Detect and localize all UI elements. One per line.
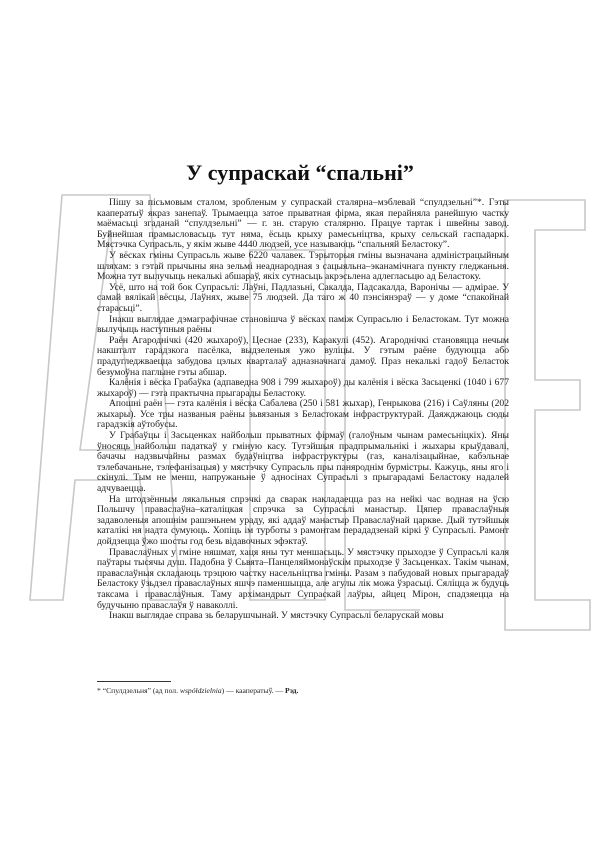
paragraph: Пішу за пісьмовым сталом, зробленым у супраскай сталярна–мэблевай “спулдзельні”*. Гэты кааператыў якраз занепаў. Трымаецца затое прыватная фірма, якая перайняла ранейшую частку маёмасьці згаданай “спулдзельні” — г. зн. старую сталярню. Працуе тартак і швейны завод. Буйнейшая прамысловасьць тут няма, ёсьць крыху рамесьніцтва, крыху сельскай гаспадаркі. Мястэчка Супрасьль, у якім жыве 4440 людзей, усе называюць “спальняй Беластоку”. — [97, 197, 509, 251]
paragraph: Калёнія і вёска Грабаўка (адпаведна 908 і 799 жыхароў) ды калёнія і вёска Засьценкі (1040 і 677 жыхароў) — гэта практычна прыгарады Беластоку. — [97, 377, 509, 399]
article-body — [97, 198, 509, 622]
paragraph: У вёсках гміны Супрасьль жыве 6220 чалавек. Тэрыторыя гміны вызначана адміністрацыйным шляхам: з гэтай прычыны яна зельмі неаднародная з сацыяльна–эканамічнага пункту гледжаньня. Можна тут вылучыць некалькі абшараў, якіх сутнасьць акрэсьлена адлегласьцю ад Беластоку. — [97, 249, 509, 283]
footnote — [97, 686, 509, 695]
paragraph: Інакш выглядае справа зь беларушчынай. У мястэчку Супрасьлі беларускай мовы — [109, 610, 444, 622]
paragraph: У Грабаўцы і Засьценках найбольш прыватных фірмаў (галоўным чынам рамесьніцкіх). Яны ўносяць найбольш падаткаў у гміную касу. Тутэйшыя прадпрымальнікі і жыхары крыўдавалі, бачачы надзвычайны размах будаўніцтва інфраструктуры (газ, каналізацыйнае, кабэльнае тэлебачаньне, тэлефанізацыя) у мястэчку Супрасьль пры паняроднім бурмістры. Кажуць, яны яго і скінулі. Тым не менш, напружаньне ў адносінах Супрасьлі з прыгарадамі Беластоку надалей адчуваецца. — [97, 430, 509, 495]
footnote-text: * “Спулдзельня” (ад пол. — [97, 686, 178, 695]
paragraph: Праваслаўных у гміне няшмат, хаця яны тут меншасьць. У мястэчку прыходзе ў Супрасьлі каля паўтары тысячы душ. Падобна ў Сьвята–Панцеляймонаўскім прыходзе ў Засьценках. Такім чынам, праваслаўныя складаюць трэцюю частку насельніцтва гміны. Разам з пабудовай новых прыгарадаў Беластоку ўзьдзел праваслаўных яшчэ паменшыцца, але агулы лік можа ўзрасьці. Сяліцца ж будуць таксама і праваслаўныя. Таму архімандрыт Супраскай лаўры, айцец Мірон, спадзяецца на будучыню праваслаўя ў наваколлі. — [97, 546, 509, 611]
footnote-term: współdzielnia — [179, 686, 222, 695]
footnote-divider — [97, 681, 171, 682]
footnote-signature: Рэд. — [284, 686, 299, 695]
paragraph: Раён Агароднічкі (420 жыхароў), Цеснае (233), Каракулі (452). Агароднічкі становяцца нечым накшталт гарадзкога пасёлка, выдзеленыя ужо вуліцы. У гэтым раёне будуюцца або прадугледжваецца забудова цэлых кварталаў адназначнага дамоў. Праз некалькі гадоў Беласток безумоўна паглыне гэты абшар. — [97, 334, 509, 378]
footnote-text: ) — кааператыў. — — [221, 686, 284, 695]
paragraph: Інакш выглядае дэмаграфічнае становішча ў вёсках паміж Супрасьлю і Беластокам. Тут можна вылучыць наступныя раёны — [97, 313, 509, 336]
paragraph: Усё, што на той бок Супрасьлі: Лаўні, Падлазьні, Сакалда, Падсакалда, Варонічы — адмірае. У самай вялікай вёсцы, Лаўнях, жыве 75 людзей. Да таго ж 40 пэнсіянэраў — у доме “спакойнай старасьці”. — [97, 281, 509, 314]
paragraph: На штодзённым лякальныя спрэчкі да сварак накладаецца раз на нейкі час водная на ўсю Польшчу праваслаўна–каталіцкая спрэчка за Супрасьлі манастыр. Цяпер праваслаўныя задаволеныя апошнім рашэньнем ураду, які аддаў манастыр Праваслаўнай царкве. Дый тутэйшыя каталікі ня надта сумуюць. Хопіць ім турботы з рамонтам перададзенай кіркі ў Супрасьлі. Рамонт дойдзецца ўжо шосты год безь відавочных эфэктаў. — [97, 493, 509, 547]
paragraph: Апошні раён — гэта калёнія і вёска Сабалева (250 і 581 жыхар), Генрыкова (216) і Саўляны (202 жыхары). Усе тры названыя раёны зьвязаныя з Беластокам інфраструктурай. Даяжджаюць сюды гарадзкія аўтобусы. — [97, 398, 509, 431]
article-title: У супраскай “спальні” — [186, 160, 414, 185]
